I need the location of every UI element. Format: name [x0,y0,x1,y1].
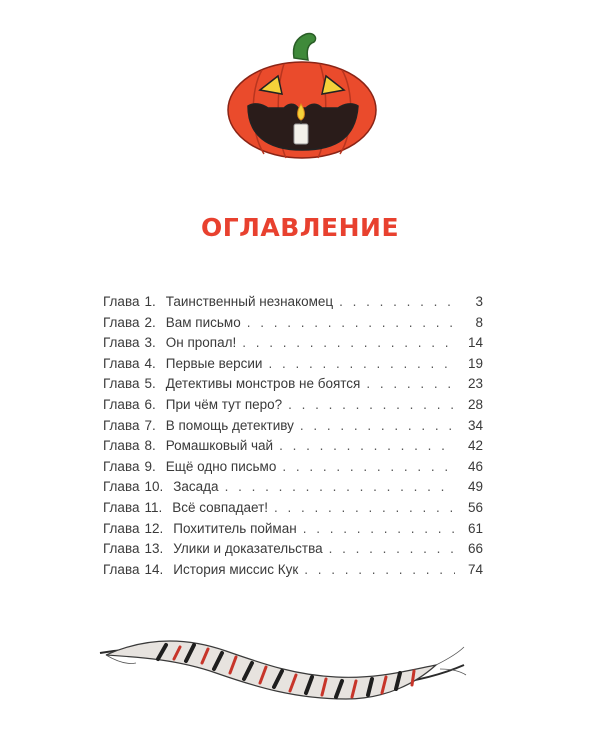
table-of-contents [103,292,483,580]
chapter-page-number: 66 [467,541,483,557]
toc-entry [103,374,483,395]
chapter-title: Таинственный незнакомец [165,294,334,309]
chapter-number: 9. [144,458,156,474]
chapter-word: Глава [103,541,140,557]
chapter-word: Глава [103,335,140,351]
chapter-number: 13. [144,541,164,557]
toc-entry [103,313,483,334]
chapter-title: При чём тут перо? [165,396,283,412]
toc-entry [103,354,483,375]
chapter-number: 3. [144,335,156,351]
chapter-page-number: 3 [475,294,483,309]
chapter-number: 11. [144,499,163,515]
chapter-number: 1. [144,294,156,309]
chapter-page-number: 74 [467,561,483,577]
chapter-title: Всё совпадает! [172,499,269,515]
toc-entry [103,560,483,581]
dot-leader [282,457,455,478]
dot-leader [242,333,455,354]
dot-leader [300,416,455,437]
chapter-word: Глава [103,479,140,495]
feather-icon [96,625,468,707]
chapter-page-number: 49 [467,479,483,495]
chapter-page-number: 46 [467,458,483,474]
page-title: ОГЛАВЛЕНИЕ [200,213,400,242]
chapter-page-number: 61 [467,520,483,536]
toc-entry [103,416,483,437]
toc-entry [103,292,483,313]
chapter-page-number: 42 [467,438,483,454]
chapter-number: 8. [144,438,156,454]
chapter-word: Глава [103,396,140,412]
chapter-title: Похититель пойман [173,520,297,536]
dot-leader [339,292,455,313]
chapter-title: Засада [173,479,219,495]
chapter-page-number: 14 [467,335,483,351]
dot-leader [225,477,455,498]
chapter-word: Глава [103,314,140,330]
toc-entry [103,539,483,560]
dot-leader [304,560,455,581]
chapter-word: Глава [103,458,140,474]
chapter-word: Глава [103,561,140,577]
dot-leader [274,498,455,519]
chapter-title: Первые версии [165,355,263,371]
chapter-word: Глава [103,376,140,392]
chapter-page-number: 56 [467,499,483,515]
chapter-number: 5. [144,376,156,392]
chapter-number: 4. [144,355,156,371]
chapter-page-number: 28 [467,396,483,412]
chapter-title: В помощь детективу [165,417,294,433]
chapter-number: 7. [144,417,156,433]
toc-entry [103,519,483,540]
chapter-title: Ромашковый чай [165,438,274,454]
chapter-page-number: 8 [475,314,483,330]
chapter-word: Глава [103,499,140,515]
dot-leader [329,539,455,560]
chapter-title: Он пропал! [165,335,237,351]
dot-leader [268,354,455,375]
chapter-number: 2. [144,314,156,330]
chapter-number: 10. [144,479,164,495]
dot-leader [288,395,455,416]
chapter-page-number: 19 [467,355,483,371]
chapter-title: Ещё одно письмо [165,458,277,474]
chapter-word: Глава [103,417,140,433]
chapter-title: Детективы монстров не боятся [165,376,361,392]
dot-leader [366,374,455,395]
toc-entry [103,436,483,457]
chapter-number: 12. [144,520,164,536]
chapter-page-number: 34 [467,417,483,433]
chapter-word: Глава [103,438,140,454]
toc-entry [103,333,483,354]
toc-entry [103,395,483,416]
chapter-title: Улики и доказательства [173,541,323,557]
chapter-page-number: 23 [467,376,483,392]
chapter-word: Глава [103,520,140,536]
toc-entry [103,477,483,498]
dot-leader [247,313,455,334]
chapter-title: История миссис Кук [173,561,299,577]
toc-entry [103,498,483,519]
chapter-number: 6. [144,396,156,412]
chapter-word: Глава [103,294,140,309]
dot-leader [303,519,455,540]
toc-entry [103,457,483,478]
chapter-title: Вам письмо [165,314,241,330]
chapter-number: 14. [144,561,164,577]
jack-o-lantern-icon [222,28,382,163]
dot-leader [279,436,455,457]
chapter-word: Глава [103,355,140,371]
